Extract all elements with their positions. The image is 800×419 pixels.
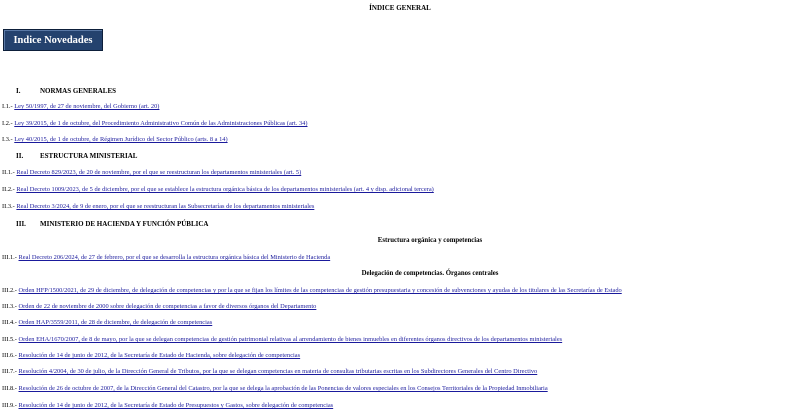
list-item	[2, 103, 159, 110]
list-item	[2, 402, 333, 409]
entry-link[interactable]: Resolución de 14 de junio de 2012, de la Secretaría de Estado de Presupuestos y Gastos, sobre delegación de competencias	[18, 402, 334, 409]
entry-number: III.3.-	[2, 303, 17, 310]
entry-link[interactable]: Ley 50/1997, de 27 de noviembre, del Gobierno (art. 20)	[14, 103, 160, 110]
list-item	[2, 352, 300, 359]
entry-number: III.8.-	[2, 385, 17, 392]
entry-number: II.2.-	[2, 186, 15, 193]
list-item	[2, 336, 562, 343]
entry-link[interactable]: Orden EHA/1670/2007, de 8 de mayo, por la que se delegan competencias de gestión patrimonial relativas al arrendamiento de bienes inmuebles en diferentes órganos directivos de los departamentos ministeriales	[18, 336, 563, 343]
entry-number: I.1.-	[2, 103, 13, 110]
entry-number: I.3.-	[2, 136, 13, 143]
section-title: MINISTERIO DE HACIENDA Y FUNCIÓN PÚBLICA	[40, 220, 209, 228]
entry-number: III.5.-	[2, 336, 17, 343]
section-heading-normas-generales	[16, 87, 116, 95]
entry-link[interactable]: Ley 40/2015, de 1 de octubre, de Régimen Jurídico del Sector Público (arts. 8 a 14)	[14, 136, 228, 143]
entry-link[interactable]: Resolución de 14 de junio de 2012, de la Secretaría de Estado de Hacienda, sobre delegación de competencias	[18, 352, 301, 359]
list-item	[2, 136, 228, 143]
entry-number: III.4.-	[2, 319, 17, 326]
list-item	[2, 169, 301, 176]
entry-number: III.9.-	[2, 402, 17, 409]
entry-number: II.3.-	[2, 203, 15, 210]
entry-number: III.1.-	[2, 254, 17, 261]
entry-link[interactable]: Real Decreto 829/2023, de 20 de noviembre, por el que se reestructuran los departamentos ministeriales (art. 5)	[16, 169, 302, 176]
list-item	[2, 120, 307, 127]
section-title: ESTRUCTURA MINISTERIAL	[40, 152, 138, 160]
section-number: II.	[16, 152, 24, 160]
entry-link[interactable]: Real Decreto 3/2024, de 9 de enero, por el que se reestructuran las Subsecretarías de los departamentos ministeriales	[16, 203, 315, 210]
page-title: ÍNDICE GENERAL	[369, 4, 431, 12]
list-item	[2, 186, 434, 193]
list-item	[2, 385, 548, 392]
entry-link[interactable]: Real Decreto 1009/2023, de 5 de diciembre, por el que se establece la estructura orgánica básica de los departamentos ministeriales (art. 4 y disp. adicional tercera)	[16, 186, 434, 193]
entry-link[interactable]: Ley 39/2015, de 1 de octubre, del Procedimiento Administrativo Común de las Administraciones Públicas (art. 34)	[14, 120, 308, 127]
entry-link[interactable]: Resolución de 26 de octubre de 2007, de la Dirección General del Catastro, por la que se delega la aprobación de las Ponencias de valores especiales en los Consejos Territoriales de la Propiedad Inmobiliaria	[18, 385, 548, 392]
section-title: NORMAS GENERALES	[40, 87, 117, 95]
entry-link[interactable]: Orden de 22 de noviembre de 2000 sobre delegación de competencias a favor de diversos órganos del Departamento	[18, 303, 317, 310]
entry-number: III.2.-	[2, 287, 17, 294]
entry-number: I.2.-	[2, 120, 13, 127]
entry-number: III.7.-	[2, 368, 17, 375]
list-item	[2, 319, 212, 326]
indice-novedades-button[interactable]: Indice Novedades	[3, 29, 103, 51]
list-item	[2, 287, 622, 294]
subsection-heading: Estructura orgánica y competencias	[377, 237, 483, 244]
subsection-heading: Delegación de competencias. Órganos centrales	[361, 270, 499, 277]
entry-number: II.1.-	[2, 169, 15, 176]
section-number: I.	[16, 87, 21, 95]
entry-number: III.6.-	[2, 352, 17, 359]
entry-link[interactable]: Resolución 4/2004, de 30 de julio, de la Dirección General de Tributos, por la que se delegan competencias en materia de consultas tributarias escritas en los Subdirectores Generales del Centro Directivo	[18, 368, 538, 375]
entry-link[interactable]: Orden HFP/1500/2021, de 29 de diciembre, de delegación de competencias y por la que se fijan los límites de las competencias de gestión presupuestaria y concesión de subvenciones y ayudas de los titulares de las Secretarías de Estado	[18, 287, 622, 294]
list-item	[2, 254, 330, 261]
section-number: III.	[16, 220, 26, 228]
list-item	[2, 203, 314, 210]
entry-link[interactable]: Orden HAP/3559/2011, de 28 de diciembre, de delegación de competencias	[18, 319, 213, 326]
entry-link[interactable]: Real Decreto 206/2024, de 27 de febrero, por el que se desarrolla la estructura orgánica básica del Ministerio de Hacienda	[18, 254, 331, 261]
section-heading-ministerio-hacienda	[16, 220, 208, 228]
section-heading-estructura-ministerial	[16, 152, 137, 160]
list-item	[2, 303, 316, 310]
list-item	[2, 368, 537, 375]
